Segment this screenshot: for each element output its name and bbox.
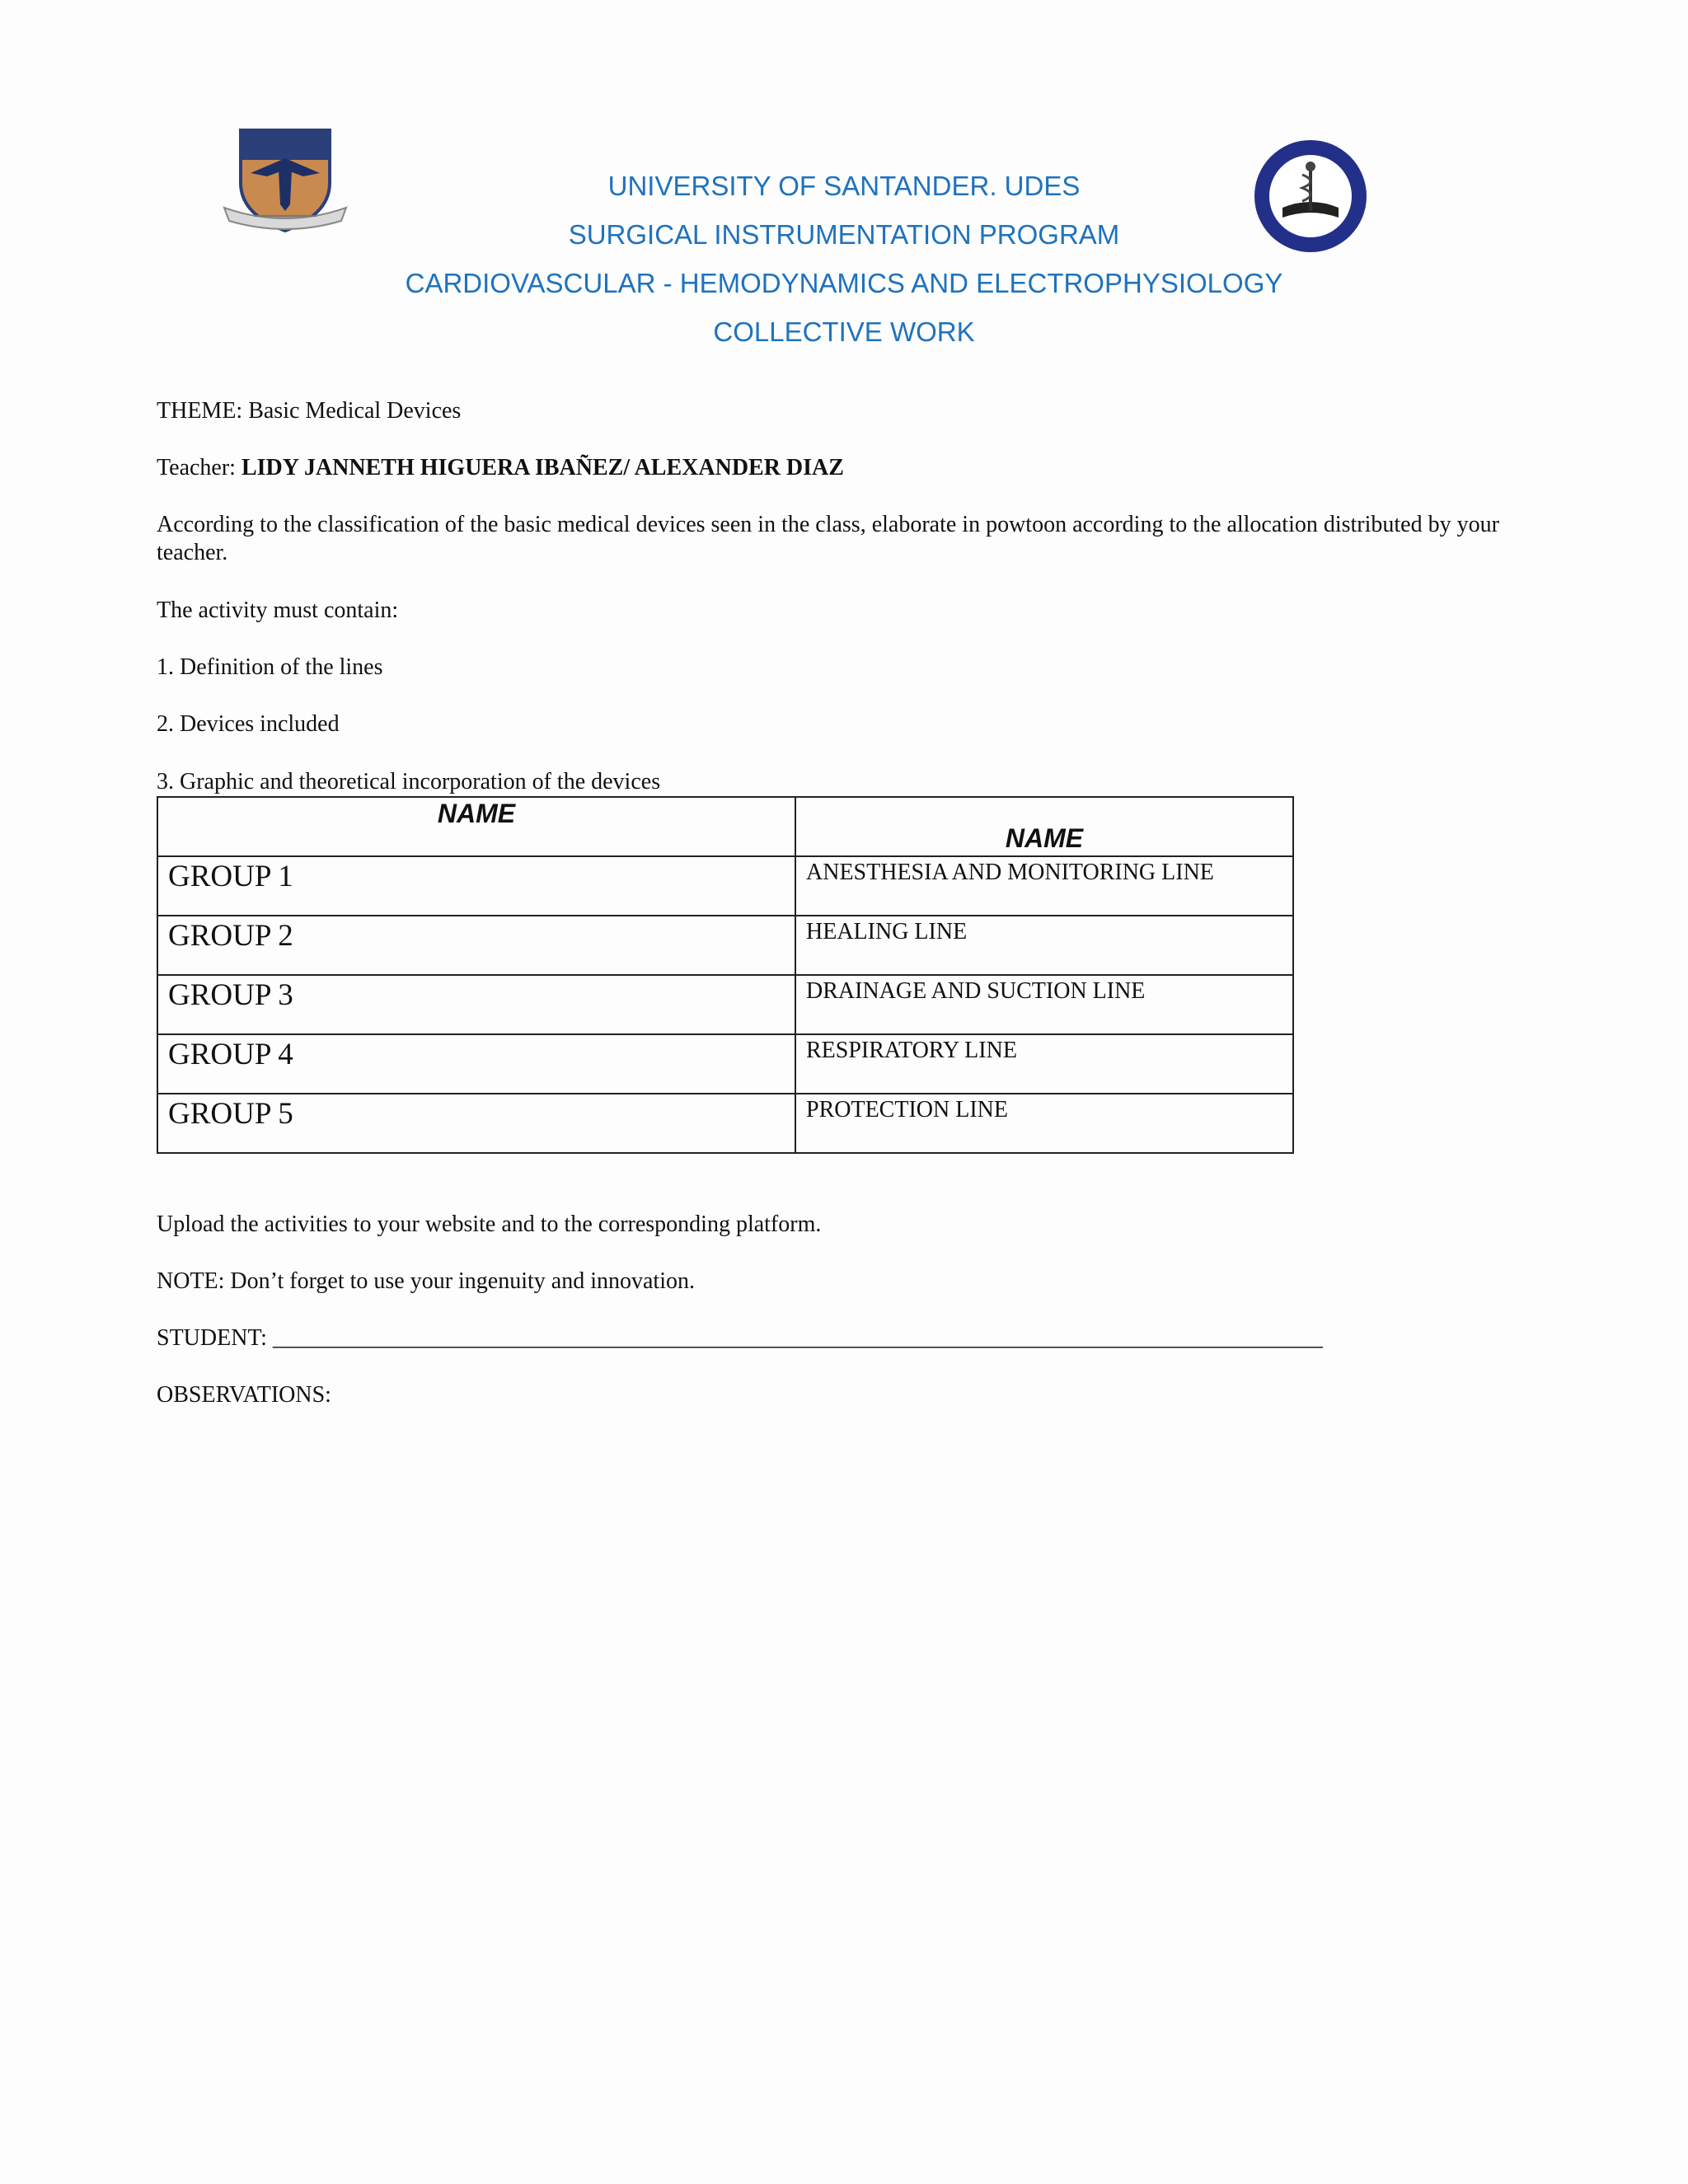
table-header-name-2: NAME bbox=[1005, 823, 1084, 853]
group-cell: GROUP 2 bbox=[168, 919, 293, 953]
table-row bbox=[157, 975, 1293, 1034]
line-cell: ANESTHESIA AND MONITORING LINE bbox=[806, 860, 1214, 885]
group-cell: GROUP 4 bbox=[168, 1038, 293, 1071]
work-type-title: COLLECTIVE WORK bbox=[713, 316, 975, 347]
university-title: UNIVERSITY OF SANTANDER. UDES bbox=[607, 171, 1081, 201]
document-header bbox=[0, 162, 1688, 356]
group-cell: GROUP 5 bbox=[168, 1097, 293, 1131]
activity-item-1: 1. Definition of the lines bbox=[157, 654, 383, 680]
table-header-row bbox=[157, 797, 1293, 856]
group-cell: GROUP 3 bbox=[168, 978, 293, 1012]
student-field: STUDENT: ___________________________________________________________________________________________ bbox=[157, 1325, 1323, 1351]
note-line: NOTE: Don’t forget to use your ingenuity and innovation. bbox=[157, 1268, 695, 1294]
table-row bbox=[157, 916, 1293, 975]
table-row bbox=[157, 1034, 1293, 1094]
course-title: CARDIOVASCULAR - HEMODYNAMICS AND ELECTROPHYSIOLOGY bbox=[405, 268, 1283, 298]
group-assignment-table bbox=[157, 796, 1294, 1154]
group-cell: GROUP 1 bbox=[168, 860, 293, 893]
teacher-label: Teacher: bbox=[157, 455, 241, 480]
table-header-name-1: NAME bbox=[437, 799, 516, 828]
teacher-line bbox=[157, 454, 844, 482]
upload-instruction: Upload the activities to your website and to the corresponding platform. bbox=[157, 1212, 822, 1237]
theme-line: THEME: Basic Medical Devices bbox=[157, 398, 462, 424]
teacher-names: LIDY JANNETH HIGUERA IBAÑEZ/ ALEXANDER DIAZ bbox=[241, 455, 844, 480]
activity-item-2: 2. Devices included bbox=[157, 711, 340, 737]
line-cell: PROTECTION LINE bbox=[806, 1097, 1008, 1122]
line-cell: HEALING LINE bbox=[806, 919, 968, 944]
activity-item-3: 3. Graphic and theoretical incorporation of the devices bbox=[157, 769, 661, 794]
line-cell: RESPIRATORY LINE bbox=[806, 1038, 1017, 1063]
program-title: SURGICAL INSTRUMENTATION PROGRAM bbox=[568, 219, 1120, 250]
line-cell: DRAINAGE AND SUCTION LINE bbox=[806, 978, 1146, 1004]
table-row bbox=[157, 856, 1293, 916]
activity-intro: The activity must contain: bbox=[157, 598, 399, 623]
instructions-paragraph: According to the classification of the basic medical devices seen in the class, elaborate in powtoon according to the allocation distributed by your teacher. bbox=[157, 512, 1499, 565]
observations-label: OBSERVATIONS: bbox=[157, 1382, 331, 1408]
table-row bbox=[157, 1094, 1293, 1153]
